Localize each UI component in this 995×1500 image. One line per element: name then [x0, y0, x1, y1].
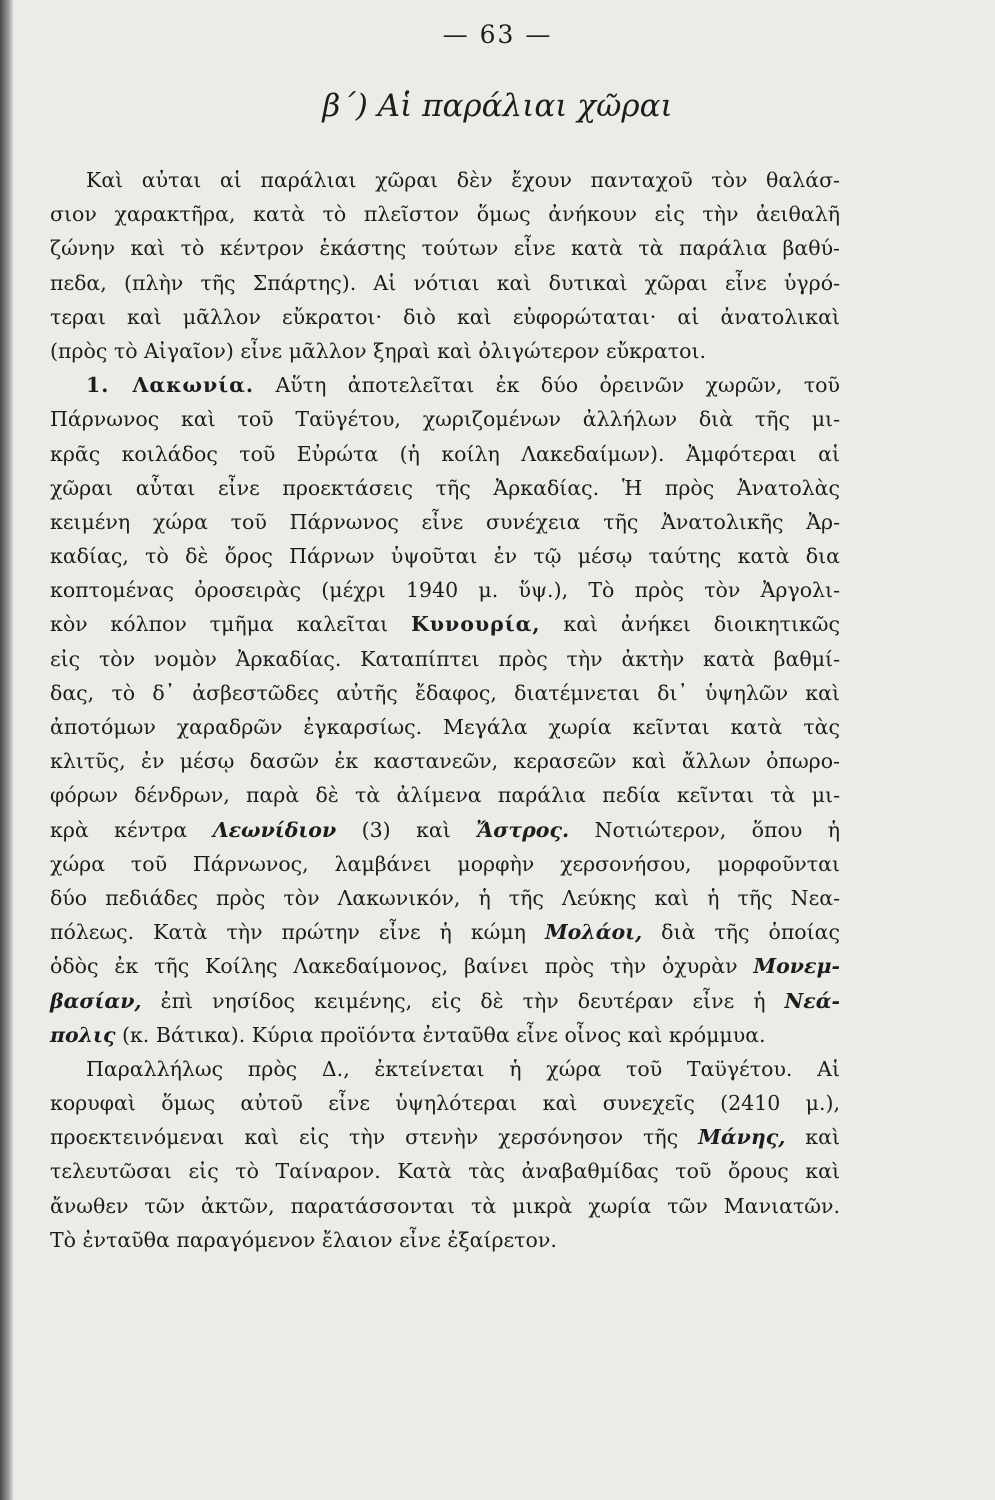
- term-lakonia: Λακωνία.: [132, 373, 255, 398]
- text-line: χώρα τοῦ Πάρνωνος, λαμβάνει μορφὴν χερσονήσου, μορφοῦνται: [50, 851, 840, 876]
- text-line: σιον χαρακτῆρα, κατὰ τὸ πλεῖστον ὅμως ἀνήκουν εἰς τὴν ἀειθαλῆ: [50, 202, 840, 227]
- text-line: πεδα, (πλὴν τῆς Σπάρτης). Αἱ νότιαι καὶ δυτικαὶ χῶραι εἶνε ὑγρό-: [50, 270, 840, 295]
- section-heading: β΄) Αἱ παράλιαι χῶραι: [322, 88, 673, 124]
- text-line: κρὰ κέντρα Λεωνίδιον (3) καὶ Ἄστρος. Νοτιώτερον, ὅπου ἡ: [50, 817, 840, 842]
- term-neapolis-a: Νεά-: [784, 988, 840, 1013]
- text-line: πόλεως. Κατὰ τὴν πρώτην εἶνε ἡ κώμη Μολάοι, διὰ τῆς ὁποίας: [50, 920, 841, 945]
- term-monemvasia-a: Μονεμ-: [753, 954, 840, 979]
- text-line: 1. Λακωνία. Αὕτη ἀποτελεῖται ἐκ δύο ὀρεινῶν χωρῶν, τοῦ: [86, 373, 840, 398]
- text-line: κρᾶς κοιλάδος τοῦ Εὐρώτα (ἡ κοίλη Λακεδαίμων). Ἀμφότεραι αἱ: [50, 441, 840, 466]
- text-line: ἀποτόμων χαραδρῶν ἐγκαρσίως. Μεγάλα χωρία κεῖνται κατὰ τὰς: [50, 715, 840, 739]
- text-line: Παραλλήλως πρὸς Δ., ἐκτείνεται ἡ χώρα τοῦ Ταϋγέτου. Αἱ: [86, 1056, 840, 1081]
- text-line: κοπτομένας ὀροσειρὰς (μέχρι 1940 μ. ὕψ.), Τὸ πρὸς τὸν Ἀργολι-: [50, 578, 840, 603]
- text-line: δας, τὸ δ᾽ ἀσβεστῶδες αὐτῆς ἔδαφος, διατέμνεται δι᾽ ὑψηλῶν καὶ: [50, 680, 840, 705]
- body-text: [50, 163, 840, 1257]
- term-leonidion: Λεωνίδιον: [212, 817, 337, 842]
- text-line: Πάρνωνος καὶ τοῦ Ταϋγέτου, χωριζομένων ἀλλήλων διὰ τῆς μι-: [50, 407, 840, 432]
- text-line: (πρὸς τὸ Αἰγαῖον) εἶνε μᾶλλον ξηραὶ καὶ ὀλιγώτερον εὔκρατοι.: [50, 338, 707, 363]
- text-line: καδίας, τὸ δὲ ὄρος Πάρνων ὑψοῦται ἐν τῷ μέσῳ ταύτης κατὰ δια: [50, 544, 840, 569]
- text-line: κειμένη χώρα τοῦ Πάρνωνος εἶνε συνέχεια τῆς Ἀνατολικῆς Ἀρ-: [50, 509, 840, 534]
- term-mani: Μάνης,: [698, 1125, 786, 1150]
- text-line: τελευτῶσαι εἰς τὸ Ταίναρον. Κατὰ τὰς ἀναβαθμίδας τοῦ ὄρους καὶ: [50, 1159, 840, 1184]
- text-line: χῶραι αὗται εἶνε προεκτάσεις τῆς Ἀρκαδίας. Ἡ πρὸς Ἀνατολὰς: [50, 475, 840, 500]
- text-line: βασίαν, ἐπὶ νησίδος κειμένης, εἰς δὲ τὴν δευτέραν εἶνε ἡ Νεά-: [50, 988, 840, 1013]
- text-line: ζώνην καὶ τὸ κέντρον ἑκάστης τούτων εἶνε κατὰ τὰ παράλια βαθύ-: [50, 236, 840, 261]
- text-line: Καὶ αὐται αἱ παράλιαι χῶραι δὲν ἔχουν πανταχοῦ τὸν θαλάσ-: [86, 168, 840, 192]
- text-line: εἰς τὸν νομὸν Ἀρκαδίας. Καταπίπτει πρὸς τὴν ἀκτὴν κατὰ βαθμί-: [50, 646, 840, 671]
- text-line: ὁδὸς ἐκ τῆς Κοίλης Λακεδαίμονος, βαίνει πρὸς τὴν ὀχυρὰν Μονεμ-: [50, 954, 840, 979]
- text-line: τεραι καὶ μᾶλλον εὔκρατοι· διὸ καὶ εὐφορώταται· αἱ ἀνατολικαὶ: [50, 304, 840, 329]
- text-line: Τὸ ἐνταῦθα παραγόμενον ἔλαιον εἶνε ἐξαίρετον.: [50, 1227, 557, 1252]
- term-kynouria: Κυνουρία,: [410, 612, 541, 637]
- term-astros: Ἄστρος.: [476, 817, 570, 842]
- text-line: κορυφαὶ ὅμως αὐτοῦ εἶνε ὑψηλότεραι καὶ συνεχεῖς (2410 μ.),: [50, 1091, 840, 1116]
- text-line: κλιτῦς, ἐν μέσῳ δασῶν ἐκ καστανεῶν, κερασεῶν καὶ ἄλλων ὀπωρο-: [50, 749, 840, 774]
- term-neapolis-b: πολις: [50, 1022, 116, 1047]
- term-monemvasia-b: βασίαν,: [50, 988, 142, 1013]
- text-line: πολις (κ. Βάτικα). Κύρια προϊόντα ἐνταῦθα εἶνε οἶνος καὶ κρόμμυα.: [50, 1022, 766, 1047]
- text-line: δύο πεδιάδες πρὸς τὸν Λακωνικόν, ἡ τῆς Λεύκης καὶ ἡ τῆς Νεα-: [50, 885, 840, 910]
- page-number: — 63 —: [442, 20, 553, 49]
- text-line: προεκτεινόμεναι καὶ εἰς τὴν στενὴν χερσόνησον τῆς Μάνης, καὶ: [50, 1125, 840, 1150]
- term-molaoi: Μολάοι,: [544, 920, 643, 945]
- text-line: κὸν κόλπον τμῆμα καλεῖται Κυνουρία, καὶ ἀνήκει διοικητικῶς: [50, 612, 841, 637]
- text-line: φόρων δένδρων, παρὰ δὲ τὰ ἀλίμενα παράλια πεδία κεῖνται τὰ μι-: [50, 783, 840, 808]
- text-line: ἄνωθεν τῶν ἀκτῶν, παρατάσσονται τὰ μικρὰ χωρία τῶν Μανιατῶν.: [50, 1193, 840, 1218]
